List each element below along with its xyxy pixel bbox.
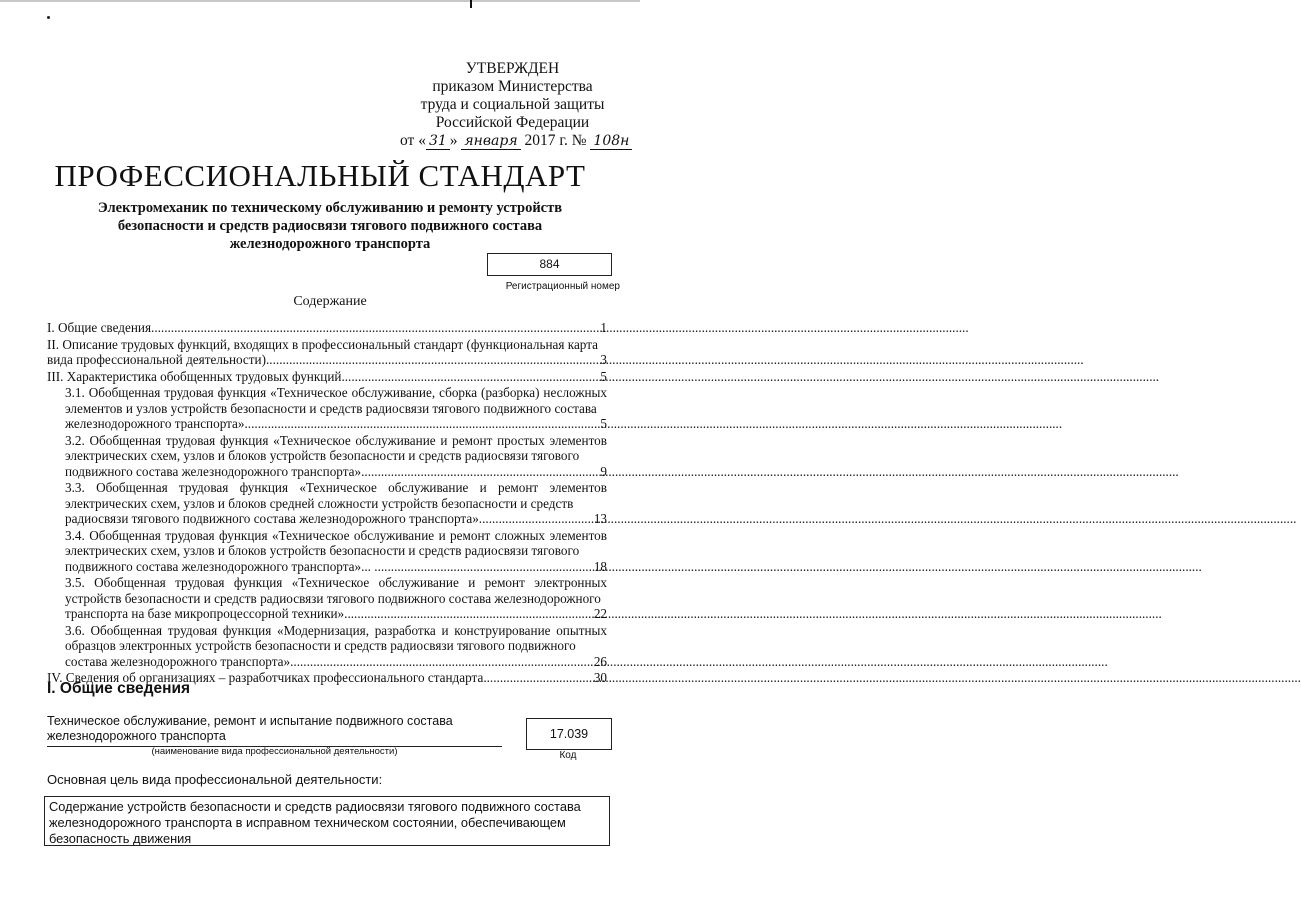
toc-page-number: 18 [593,558,607,574]
registration-number-label: Регистрационный номер [505,281,620,292]
order-number-handwritten: 108н [590,133,632,150]
date-prefix: от « [400,132,426,149]
toc-page-number: 30 [593,670,607,685]
toc-item-3-6[interactable]: 3.6. Обобщенная трудовая функция «Модернизация, разработка и конструирование опытных образцов электронных устройств безопасности и средств радиосвязи тягового подвижного состава железнодорожного транспорта» ..... 26 [47,623,607,670]
table-of-contents [47,320,607,687]
toc-item-developers[interactable]: IV. Сведения об организациях – разработчиках профессионального стандарта ..... 30 [47,670,607,686]
toc-page-number: 9 [600,463,607,479]
date-day-handwritten: 31 [426,133,450,150]
section-heading-general: I. Общие сведения [47,680,191,697]
toc-item-3-4[interactable]: 3.4. Обобщенная трудовая функция «Техническое обслуживание и ремонт сложных элементов электрических схем, узлов и блоков устройств безопасности и средств радиосвязи тягового подвижного состава железнодорожного транспорта»... ... ..... 18 [47,528,607,575]
date-mid: » [449,132,458,149]
toc-page-number: 5 [600,368,607,384]
scan-edge-line [0,0,640,2]
document-subtitle: Электромеханик по техническому обслуживанию и ремонту устройств безопасности и средств радиосвязи тягового подвижного состава железнодорожного транспорта [97,200,563,252]
approval-line-labor: труда и социальной защиты [420,96,605,113]
toc-page-number: 5 [600,416,607,431]
date-year: 2017 г. № [524,132,587,149]
toc-item-functions-map[interactable]: II. Описание трудовых функций, входящих в профессиональный стандарт (функциональная карта вида профессиональной деятельности) ..... 3 [47,337,607,368]
toc-heading: Содержание [293,294,367,309]
activity-code-box: 17.039 [526,718,612,750]
activity-code-label: Код [559,750,577,761]
toc-item-3-3[interactable]: 3.3. Обобщенная трудовая функция «Техническое обслуживание и ремонт элементов электрических схем, узлов и блоков средней сложности устройств безопасности и средств радиосвязи тягового подвижного состава железнодорожного транспорта» ..... 13 [47,480,607,527]
activity-name: Техническое обслуживание, ремонт и испытание подвижного состава железнодорожного транспорта [47,714,502,747]
toc-item-3-1[interactable]: 3.1. Обобщенная трудовая функция «Техническое обслуживание, сборка (разборка) несложных элементов и узлов устройств безопасности и средств радиосвязи тягового подвижного состава железнодорожного транспорта» ..... 5 [47,385,607,432]
toc-item-general[interactable]: I. Общие сведения ..... 1 [47,320,607,336]
toc-page-number: 1 [600,320,607,335]
toc-item-3-2[interactable]: 3.2. Обобщенная трудовая функция «Техническое обслуживание и ремонт простых элементов электрических схем, узлов и блоков устройств безопасности и средств радиосвязи тягового подвижного состава железнодорожного транспорта» ..... 9 [47,433,607,480]
registration-number-box: 884 [487,253,612,276]
toc-page-number: 3 [600,352,607,367]
activity-caption: (наименование вида профессиональной деятельности) [151,746,398,757]
approval-line-federation: Российской Федерации [435,114,590,131]
scan-speck [47,16,50,19]
toc-item-3-5[interactable]: 3.5. Обобщенная трудовая функция «Техническое обслуживание и ремонт электронных устройств безопасности и средств радиосвязи тягового подвижного состава железнодорожного транспорта на базе микропроцессорной техники» ..... 22 [47,575,607,622]
approval-date-line [395,132,630,150]
date-month-handwritten: января [461,133,520,150]
goal-text-box: Содержание устройств безопасности и средств радиосвязи тягового подвижного состава железнодорожного транспорта в исправном техническом состоянии, обеспечивающем безопасность движения [44,796,610,846]
toc-page-number: 22 [593,606,607,621]
toc-page-number: 13 [593,511,607,526]
approval-line-ministry: приказом Министерства [432,78,593,95]
goal-label: Основная цель вида профессиональной деятельности: [47,772,383,787]
toc-item-characteristics[interactable]: III. Характеристика обобщенных трудовых функций ..... 5 [47,369,607,385]
approval-block [395,60,630,150]
scan-edge-mark [470,0,472,8]
toc-page-number: 26 [593,653,607,669]
document-title: ПРОФЕССИОНАЛЬНЫЙ СТАНДАРТ [54,158,586,193]
approval-title: УТВЕРЖДЕН [465,60,560,77]
